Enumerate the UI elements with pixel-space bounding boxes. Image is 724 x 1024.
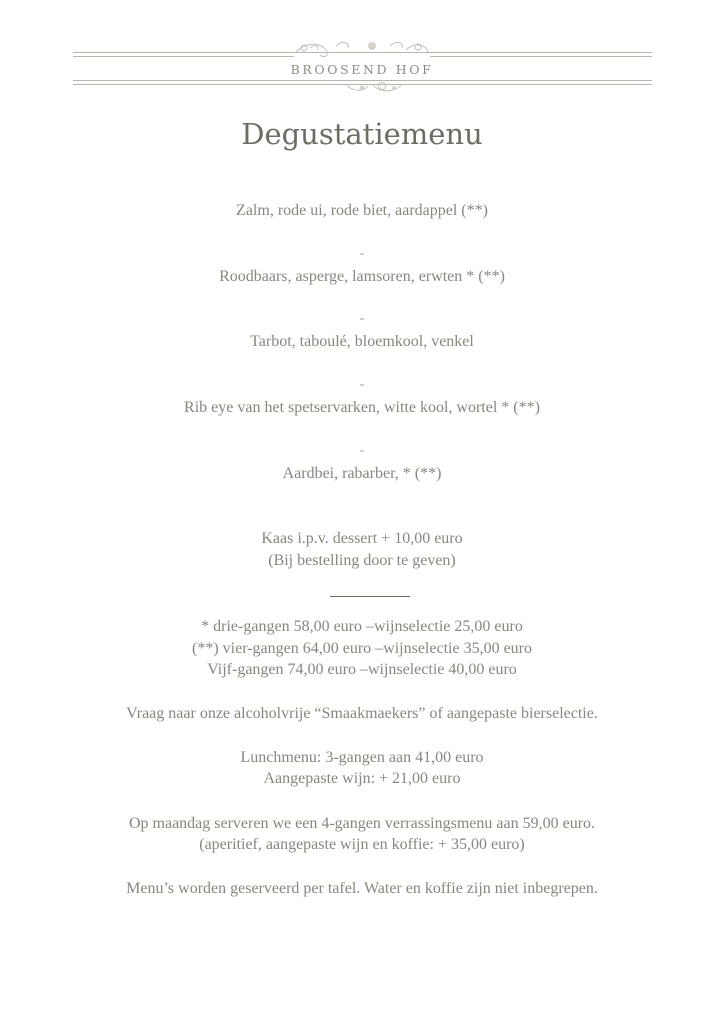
course-separator-4: - <box>359 443 365 458</box>
price-three-courses: * drie-gangen 58,00 euro –wijnselectie 25,00 euro <box>201 618 523 635</box>
brand-header <box>0 0 724 110</box>
course-separator-2: - <box>359 311 365 326</box>
course-2: Roodbaars, asperge, lamsoren, erwten * (**) <box>219 268 505 285</box>
price-four-courses: (**) vier-gangen 64,00 euro –wijnselectie 35,00 euro <box>191 640 532 657</box>
brand-name: BROOSEND HOF <box>290 62 434 77</box>
course-separator-3: - <box>359 377 365 392</box>
price-five-courses: Vijf-gangen 74,00 euro –wijnselectie 40,00 euro <box>207 661 517 678</box>
monday-extras: (aperitief, aangepaste wijn en koffie: + 35,00 euro) <box>199 836 525 853</box>
course-5: Aardbei, rabarber, * (**) <box>282 465 442 482</box>
section-divider <box>330 596 410 597</box>
footer-note: Menu’s worden geserveerd per tafel. Water en koffie zijn niet inbegrepen. <box>126 880 598 897</box>
course-1: Zalm, rode ui, rode biet, aardappel (**) <box>236 202 488 219</box>
course-4: Rib eye van het spetservarken, witte kool, wortel * (**) <box>184 399 540 416</box>
page-title: Degustatiemenu <box>241 117 483 151</box>
monday-menu: Op maandag serveren we een 4-gangen verrassingsmenu aan 59,00 euro. <box>128 815 596 832</box>
cheese-option: Kaas i.p.v. dessert + 10,00 euro <box>261 530 463 547</box>
alcohol-free-note: Vraag naar onze alcoholvrije “Smaakmaekers” of aangepaste bierselectie. <box>126 705 598 722</box>
lunch-menu: Lunchmenu: 3-gangen aan 41,00 euro <box>240 749 484 766</box>
course-separator-1: - <box>359 246 365 261</box>
lunch-wine: Aangepaste wijn: + 21,00 euro <box>263 770 461 787</box>
course-3: Tarbot, taboulé, bloemkool, venkel <box>250 333 474 350</box>
cheese-note: (Bij bestelling door te geven) <box>268 552 456 569</box>
